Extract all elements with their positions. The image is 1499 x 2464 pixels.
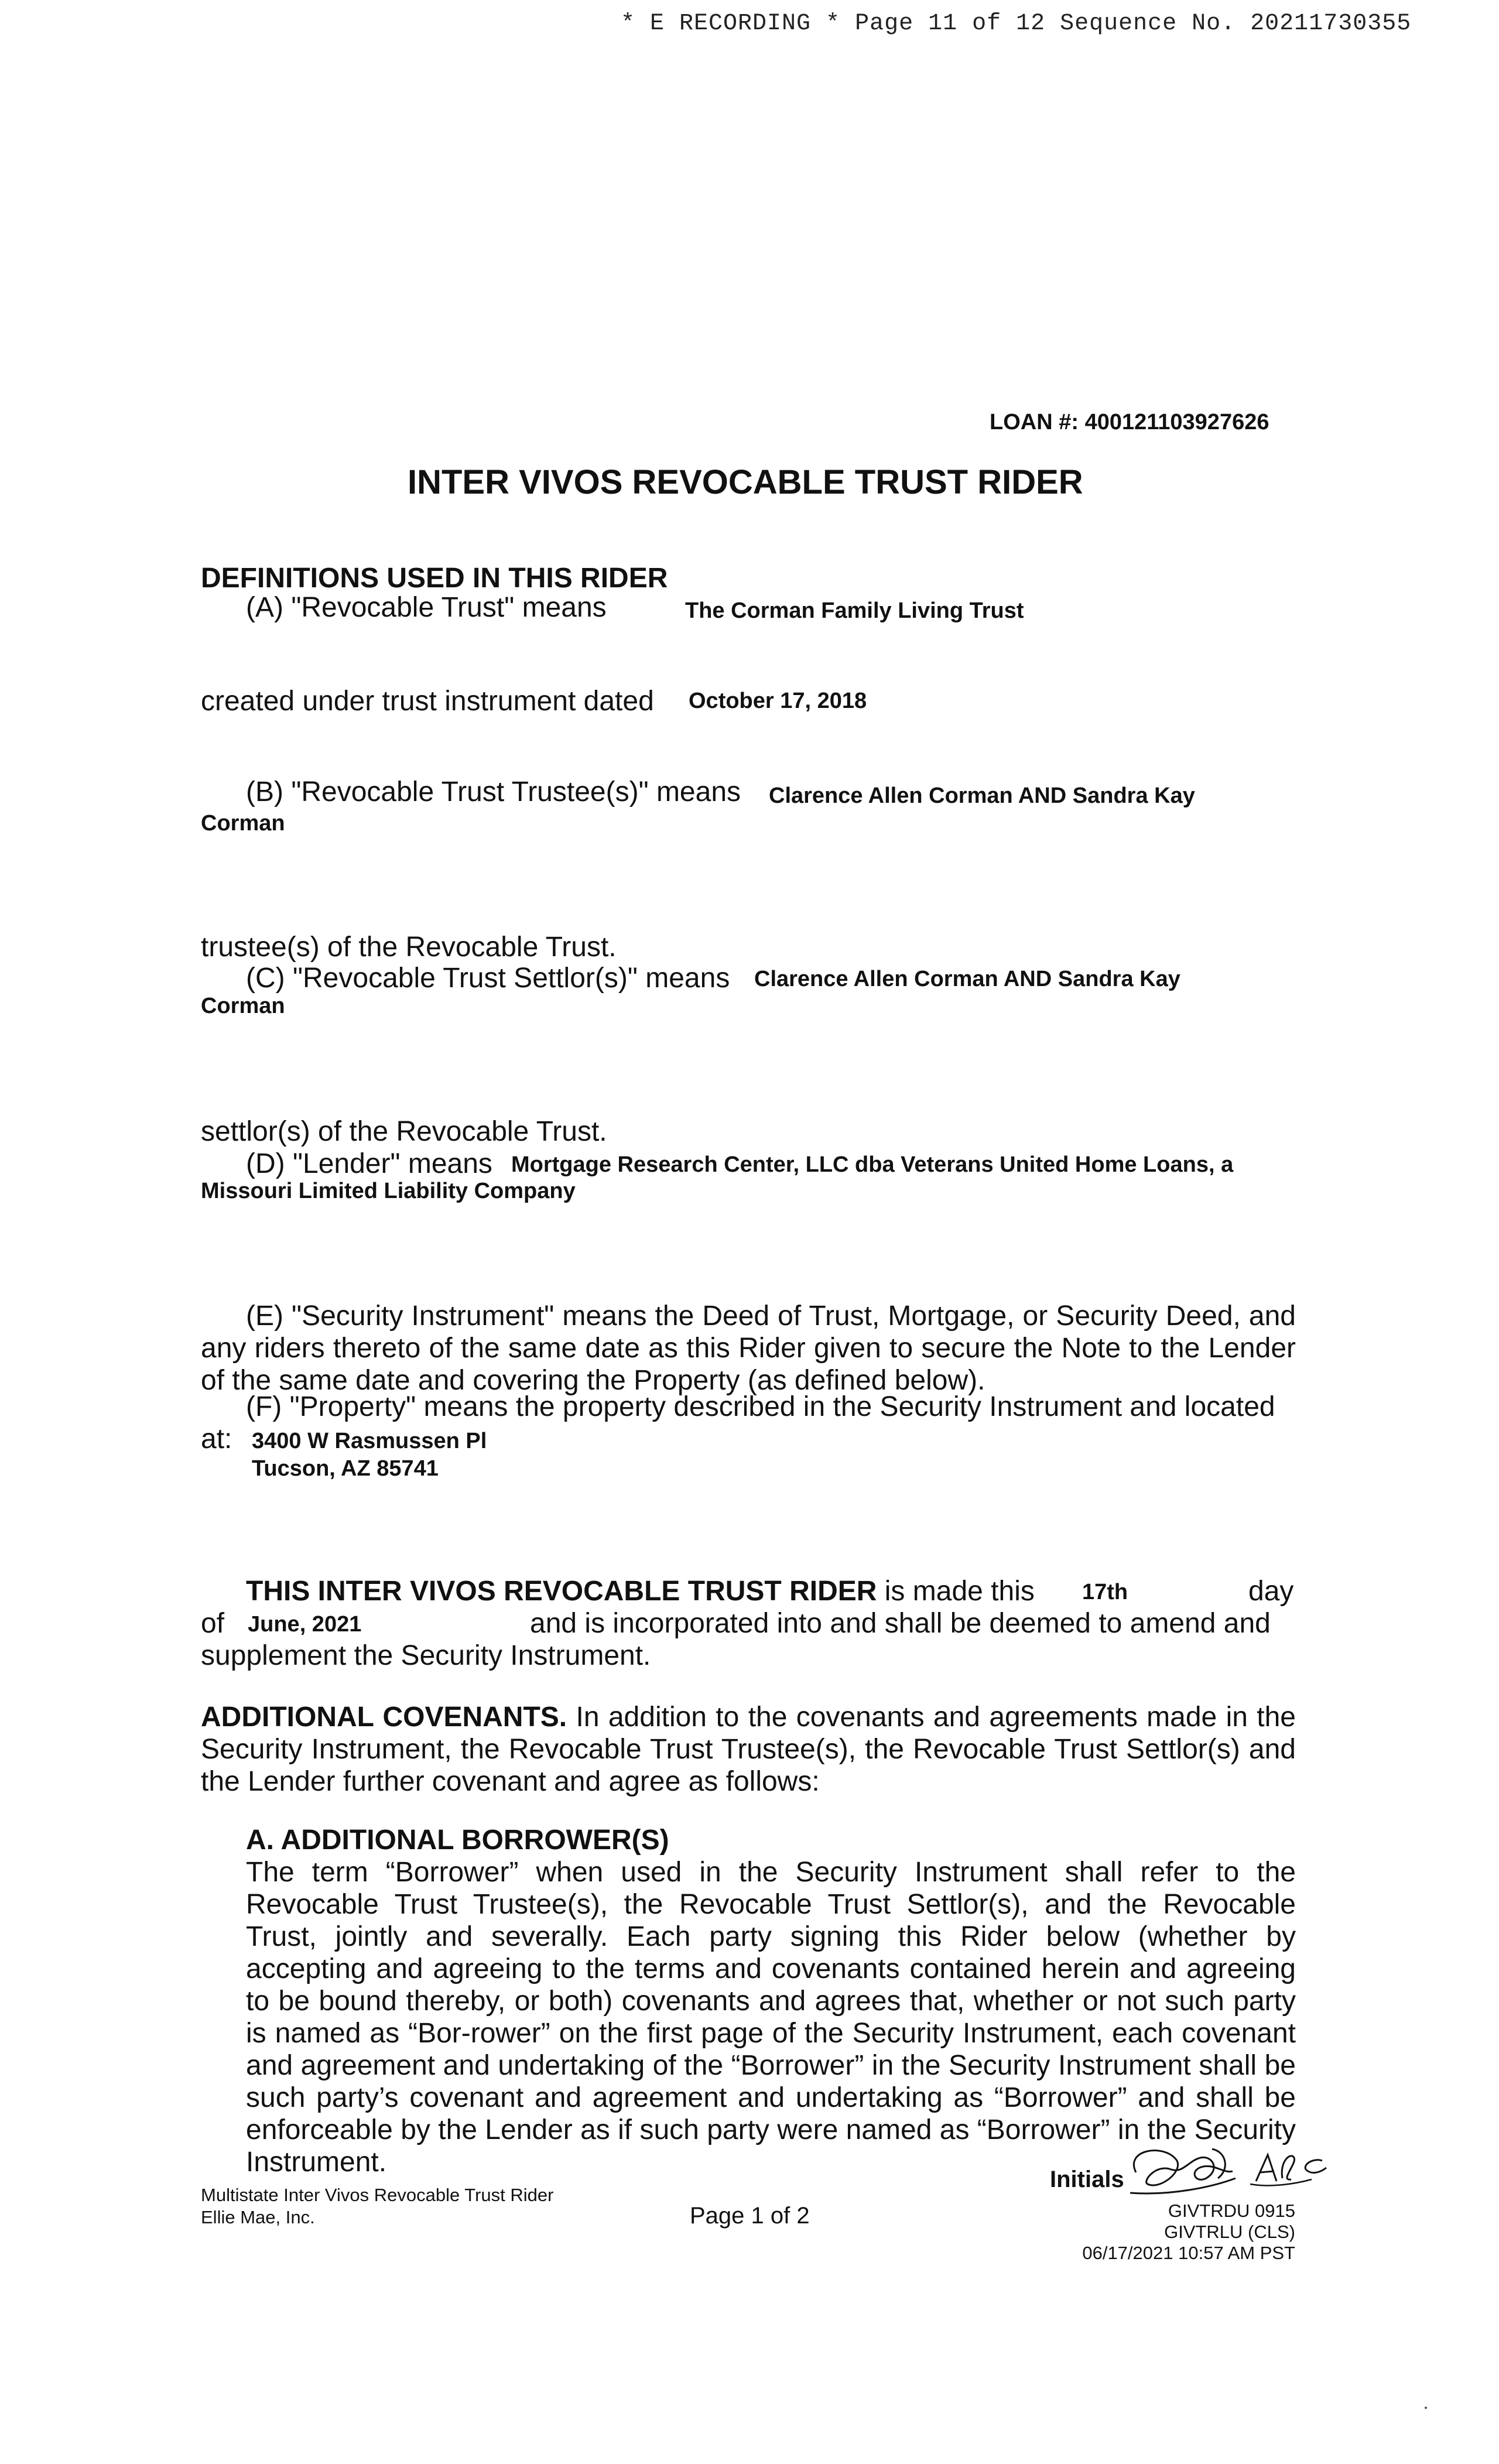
made-day-value: 17th — [1082, 1580, 1128, 1604]
recording-header: * E RECORDING * Page 11 of 12 Sequence No. 20211730355 — [621, 11, 1412, 37]
definition-a-label: (A) "Revocable Trust" means — [246, 592, 607, 623]
definition-d-value-line1: Mortgage Research Center, LLC dba Veterans United Home Loans, a — [511, 1152, 1234, 1177]
made-this-rest: is made this — [884, 1576, 1035, 1607]
made-this-line — [246, 1575, 1035, 1607]
footer-code-1: GIVTRDU 0915 — [1168, 2201, 1295, 2221]
made-day-word: day — [1248, 1576, 1294, 1607]
definition-b-value-line1: Clarence Allen Corman AND Sandra Kay — [769, 783, 1195, 808]
footer-form-name: Multistate Inter Vivos Revocable Trust Rider — [201, 2185, 554, 2205]
definition-d-value-line2: Missouri Limited Liability Company — [201, 1179, 576, 1203]
definition-f-at: at: — [201, 1423, 232, 1455]
footer-page-number: Page 1 of 2 — [690, 2203, 810, 2229]
created-date: October 17, 2018 — [689, 689, 867, 713]
definitions-heading: DEFINITIONS USED IN THIS RIDER — [201, 563, 668, 594]
definition-c-suffix: settlor(s) of the Revocable Trust. — [201, 1116, 607, 1147]
footer-vendor: Ellie Mae, Inc. — [201, 2207, 315, 2227]
section-a-heading: A. ADDITIONAL BORROWER(S) — [246, 1825, 669, 1856]
definition-c-label: (C) "Revocable Trust Settlor(s)" means — [246, 963, 730, 994]
definition-c-value-line2: Corman — [201, 994, 285, 1018]
definition-b-suffix: trustee(s) of the Revocable Trust. — [201, 932, 617, 963]
definition-b-value-line2: Corman — [201, 811, 285, 836]
loan-value: 400121103927626 — [1084, 410, 1269, 434]
additional-covenants-text: In addition to the covenants and agreements made in the Security Instrument, the Revocable Trust Trustee(s), the Revocable Trust Settlor(s) and the Lender further covenant and agree as follows: — [201, 1702, 1296, 1797]
definition-f-text: (F) "Property" means the property described in the Security Instrument and located — [246, 1391, 1275, 1422]
footer-code-2: GIVTRLU (CLS) — [1164, 2222, 1295, 2242]
additional-covenants — [201, 1701, 1296, 1798]
definition-d-label: (D) "Lender" means — [246, 1148, 492, 1179]
property-address-line2: Tucson, AZ 85741 — [252, 1456, 439, 1481]
definition-b-label: (B) "Revocable Trust Trustee(s)" means — [246, 776, 741, 807]
made-of-word: of — [201, 1608, 225, 1639]
initials-label: Initials — [1050, 2167, 1124, 2192]
document-title: INTER VIVOS REVOCABLE TRUST RIDER — [408, 463, 1083, 501]
made-this-lead: THIS INTER VIVOS REVOCABLE TRUST RIDER — [246, 1576, 877, 1607]
made-month-value: June, 2021 — [248, 1612, 362, 1637]
loan-label: LOAN #: — [990, 410, 1079, 434]
footer-timestamp: 06/17/2021 10:57 AM PST — [1082, 2243, 1295, 2263]
made-tail-line2: supplement the Security Instrument. — [201, 1640, 651, 1671]
additional-covenants-heading: ADDITIONAL COVENANTS. — [201, 1702, 567, 1733]
loan-number — [990, 410, 1269, 435]
property-address-line1: 3400 W Rasmussen Pl — [252, 1429, 487, 1453]
definition-a-value: The Corman Family Living Trust — [685, 598, 1024, 623]
scan-speck — [1425, 2407, 1427, 2409]
section-a-text: The term “Borrower” when used in the Security Instrument shall refer to the Revocable Trust Trustee(s), the Revocable Trust Settlor(s), and the Revocable Trust, jointly and severally. Each party signing this Rider below (whether by accepting and agreeing to the terms and covenants contained herein and agreeing to be bound thereby, or both) covenants and agrees that, whether or not such party is named as “Bor-rower” on the first page of the Security Instrument, each covenant and agreement and undertaking of the “Borrower” in the Security Instrument shall be such party’s covenant and agreement and undertaking as “Borrower” and shall be enforceable by the Lender as if such party were named as “Borrower” in the Security Instrument. — [246, 1857, 1296, 2178]
definition-e-text: (E) "Security Instrument" means the Deed of Trust, Mortgage, or Security Deed, and any riders thereto of the same date as this Rider given to secure the Note to the Lender of the same date and covering the Property (as defined below). — [201, 1301, 1296, 1396]
made-tail-line1: and is incorporated into and shall be deemed to amend and — [530, 1608, 1271, 1639]
created-text: created under trust instrument dated — [201, 686, 654, 717]
definition-c-value-line1: Clarence Allen Corman AND Sandra Kay — [754, 967, 1180, 991]
handwritten-initials-signature — [1101, 2137, 1335, 2202]
footer-codes — [1082, 2201, 1295, 2264]
